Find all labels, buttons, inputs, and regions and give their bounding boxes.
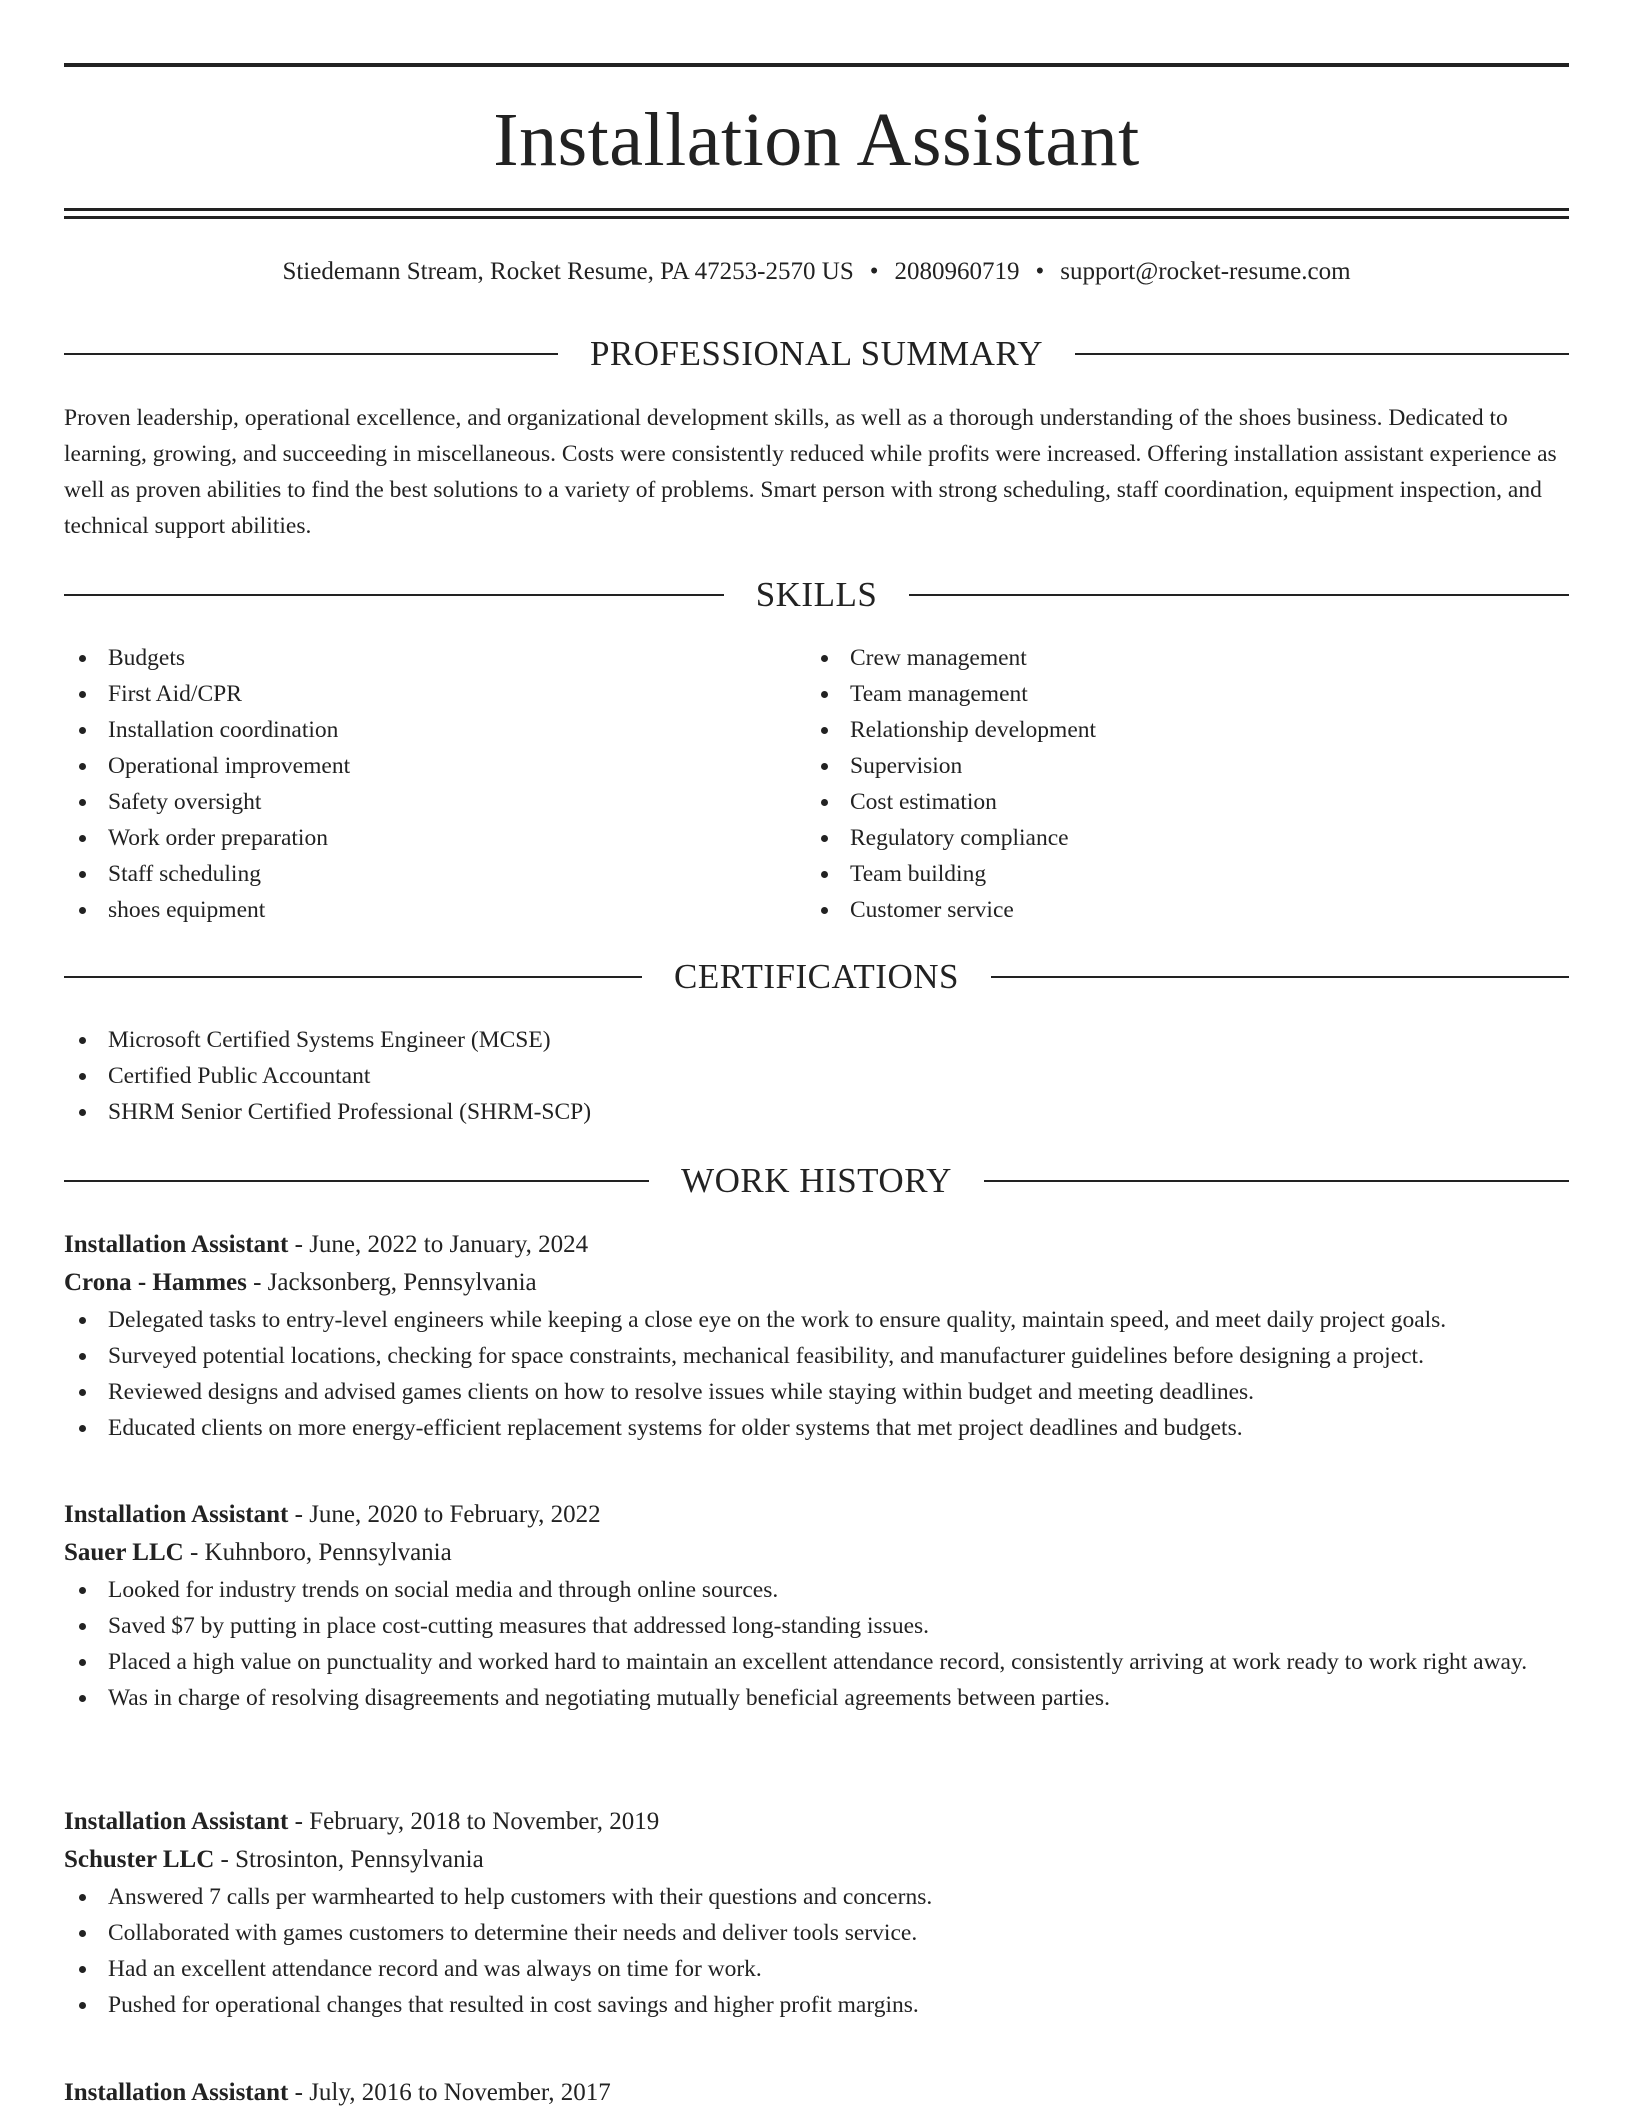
skill-item: Supervision (806, 748, 1506, 784)
job-dates: - February, 2018 to November, 2019 (288, 1808, 660, 1835)
job-duties-list (64, 1879, 1569, 2023)
header-top-rule (64, 63, 1569, 67)
section-title: CERTIFICATIONS (674, 957, 959, 996)
contact-info (64, 254, 1569, 290)
job-duties-list (64, 1302, 1569, 1446)
job-duty-item: Pushed for operational changes that resulted in cost savings and higher profit margins. (64, 1987, 1569, 2023)
skill-item: Customer service (806, 892, 1506, 928)
bullet-icon (79, 1695, 86, 1702)
bullet-icon (79, 1073, 86, 1080)
job-duty-item: Placed a high value on punctuality and worked hard to maintain an excellent attendance record, consistently arriving at work ready to work right away. (64, 1644, 1569, 1680)
job-duty-item: Delegated tasks to entry-level engineers while keeping a close eye on the work to ensure quality, maintain speed, and meet daily project goals. (64, 1302, 1569, 1338)
skill-item: Budgets (64, 640, 764, 676)
skill-item: shoes equipment (64, 892, 764, 928)
section-heading-work-history (64, 1157, 1569, 1205)
job-dates: - June, 2022 to January, 2024 (288, 1231, 589, 1258)
certifications-list (64, 1022, 1569, 1130)
contact-email[interactable]: support@rocket-resume.com (1060, 258, 1351, 285)
bullet-icon (79, 835, 86, 842)
bullet-icon (821, 835, 828, 842)
skill-item: Cost estimation (806, 784, 1506, 820)
heading-rule-right (991, 976, 1569, 978)
bullet-icon (79, 1623, 86, 1630)
job-title-line (64, 2074, 1569, 2112)
job-entry (64, 1803, 1569, 2023)
job-title-line (64, 1803, 1569, 1841)
certification-item: Microsoft Certified Systems Engineer (MCSE) (64, 1022, 1569, 1058)
bullet-icon (79, 691, 86, 698)
skills-list-right (806, 640, 1506, 928)
section-heading-skills (64, 571, 1569, 619)
bullet-icon (79, 1389, 86, 1396)
section-heading-summary (64, 330, 1569, 378)
job-company-line (64, 1534, 1569, 1572)
job-duties-list (64, 1572, 1569, 1716)
bullet-icon (821, 907, 828, 914)
job-duty-item: Educated clients on more energy-efficient replacement systems for older systems that met project deadlines and budgets. (64, 1410, 1569, 1446)
bullet-icon (821, 691, 828, 698)
job-duty-item: Surveyed potential locations, checking for space constraints, mechanical feasibility, and manufacturer guidelines before designing a project. (64, 1338, 1569, 1374)
skill-item: Crew management (806, 640, 1506, 676)
section-title: WORK HISTORY (681, 1161, 952, 1200)
section-heading-certifications (64, 953, 1569, 1001)
bullet-icon (821, 655, 828, 662)
job-company: Schuster LLC (64, 1846, 215, 1873)
job-dates: - July, 2016 to November, 2017 (288, 2079, 611, 2106)
bullet-icon (79, 1109, 86, 1116)
bullet-icon (79, 655, 86, 662)
job-title-line (64, 1496, 1569, 1534)
job-title: Installation Assistant (64, 1501, 289, 1528)
bullet-icon (79, 1966, 86, 1973)
heading-rule-right (984, 1180, 1569, 1182)
job-company: Crona - Hammes (64, 1269, 247, 1296)
contact-separator: • (1035, 258, 1045, 285)
bullet-icon (79, 1587, 86, 1594)
job-duty-item: Looked for industry trends on social media and through online sources. (64, 1572, 1569, 1608)
job-title-line (64, 1226, 1569, 1264)
heading-rule-right (909, 594, 1569, 596)
header-bottom-rule-2 (64, 216, 1569, 219)
job-company-line (64, 1264, 1569, 1302)
job-duty-item: Reviewed designs and advised games clients on how to resolve issues while staying within budget and meeting deadlines. (64, 1374, 1569, 1410)
job-dates: - June, 2020 to February, 2022 (288, 1501, 601, 1528)
skill-item: Regulatory compliance (806, 820, 1506, 856)
bullet-icon (79, 727, 86, 734)
job-duty-item: Had an excellent attendance record and was always on time for work. (64, 1951, 1569, 1987)
bullet-icon (79, 907, 86, 914)
bullet-icon (79, 871, 86, 878)
heading-rule-left (64, 976, 642, 978)
bullet-icon (821, 763, 828, 770)
section-title: SKILLS (755, 575, 878, 614)
summary-text: Proven leadership, operational excellence, and organizational development skills, as well as a thorough understanding of the shoes business. Dedicated to learning, growing, and succeeding in miscellaneous. Costs were consistently reduced while profits were increased. Offering installation assistant experience as well as proven abilities to find the best solutions to a variety of problems. Smart person with strong scheduling, staff coordination, equipment inspection, and technical support abilities. (64, 405, 1557, 539)
skill-item: Installation coordination (64, 712, 764, 748)
skill-item: Relationship development (806, 712, 1506, 748)
job-location: - Strosinton, Pennsylvania (214, 1846, 484, 1873)
skill-item: First Aid/CPR (64, 676, 764, 712)
bullet-icon (821, 871, 828, 878)
certification-item: SHRM Senior Certified Professional (SHRM-SCP) (64, 1094, 1569, 1130)
job-duty-item: Answered 7 calls per warmhearted to help customers with their questions and concerns. (64, 1879, 1569, 1915)
bullet-icon (79, 799, 86, 806)
bullet-icon (79, 2002, 86, 2009)
job-company-line (64, 1841, 1569, 1879)
certification-item: Certified Public Accountant (64, 1058, 1569, 1094)
job-company: Sauer LLC (64, 1539, 184, 1566)
heading-rule-left (64, 594, 724, 596)
job-location: - Jacksonberg, Pennsylvania (246, 1269, 537, 1296)
bullet-icon (79, 1037, 86, 1044)
skill-item: Team building (806, 856, 1506, 892)
skills-list-left (64, 640, 764, 928)
contact-separator: • (869, 258, 879, 285)
header-bottom-rule (64, 208, 1569, 211)
skill-item: Safety oversight (64, 784, 764, 820)
bullet-icon (79, 1425, 86, 1432)
bullet-icon (79, 1353, 86, 1360)
section-title: PROFESSIONAL SUMMARY (589, 334, 1044, 373)
job-title: Installation Assistant (64, 1231, 289, 1258)
heading-rule-right (1075, 353, 1569, 355)
heading-rule-left (64, 1180, 649, 1182)
bullet-icon (821, 727, 828, 734)
bullet-icon (79, 1894, 86, 1901)
job-title: Installation Assistant (64, 2079, 289, 2106)
bullet-icon (821, 799, 828, 806)
bullet-icon (79, 1930, 86, 1937)
skill-item: Staff scheduling (64, 856, 764, 892)
job-location: - Kuhnboro, Pennsylvania (183, 1539, 452, 1566)
resume-title: Installation Assistant (493, 98, 1140, 182)
bullet-icon (79, 1317, 86, 1324)
job-title: Installation Assistant (64, 1808, 289, 1835)
job-duty-item: Collaborated with games customers to determine their needs and deliver tools service. (64, 1915, 1569, 1951)
skill-item: Operational improvement (64, 748, 764, 784)
contact-address: Stiedemann Stream, Rocket Resume, PA 47253-2570 US (282, 258, 854, 285)
job-duty-item: Was in charge of resolving disagreements and negotiating mutually beneficial agreements between parties. (64, 1680, 1569, 1716)
bullet-icon (79, 1659, 86, 1666)
bullet-icon (79, 763, 86, 770)
contact-phone: 2080960719 (894, 258, 1020, 285)
heading-rule-left (64, 353, 558, 355)
job-duty-item: Saved $7 by putting in place cost-cutting measures that addressed long-standing issues. (64, 1608, 1569, 1644)
skill-item: Team management (806, 676, 1506, 712)
job-entry (64, 1226, 1569, 1446)
skill-item: Work order preparation (64, 820, 764, 856)
job-entry (64, 2074, 1569, 2112)
job-entry (64, 1496, 1569, 1716)
